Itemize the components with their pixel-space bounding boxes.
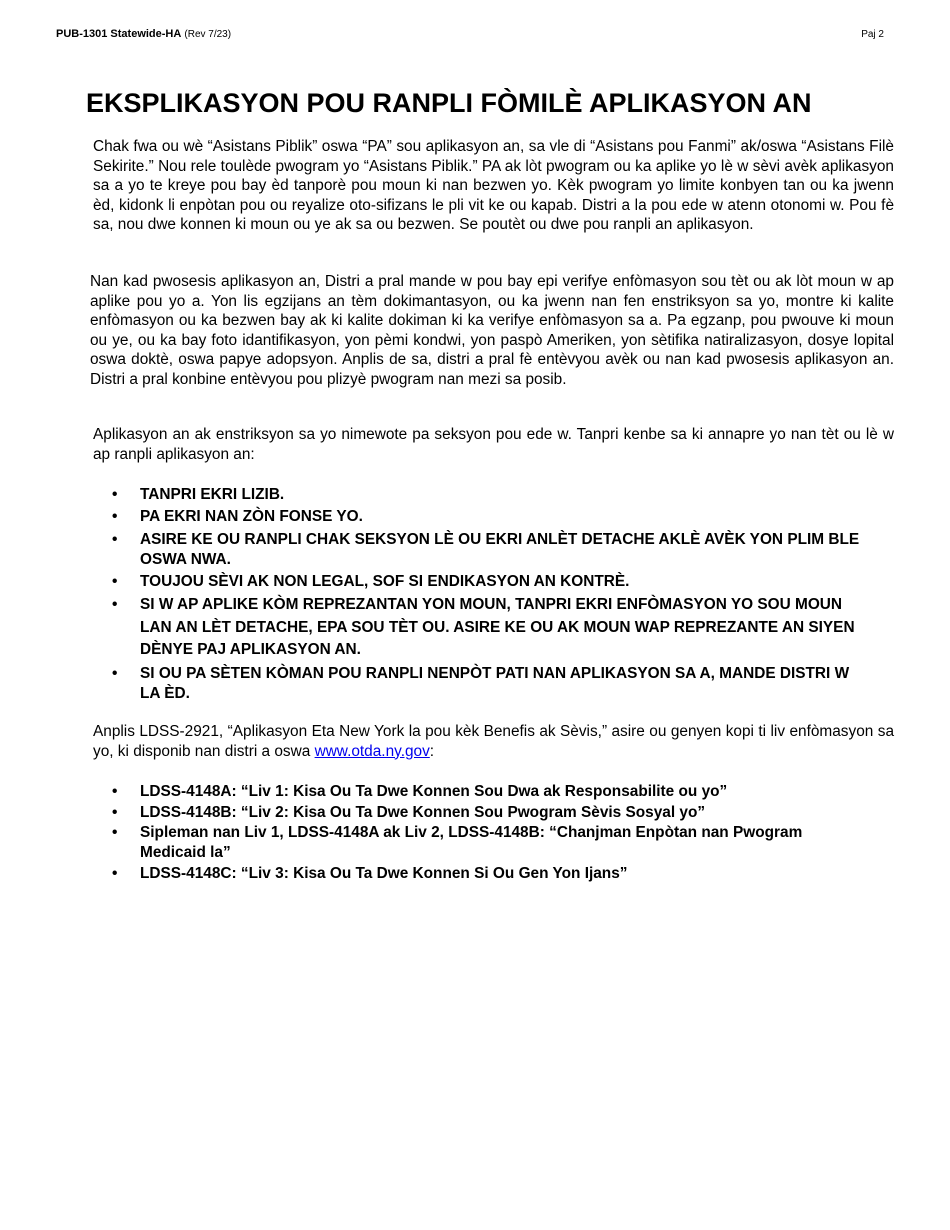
booklets-paragraph [93,722,894,761]
document-id [56,28,231,40]
booklets-text-end: : [429,742,435,760]
list-item: • Sipleman nan Liv 1, LDSS-4148A ak Liv 2, LDSS-4148B: “Chanjman Enpòtan nan Pwogram Medicaid la” [110,823,870,863]
form-number: PUB-1301 Statewide-HA [56,28,182,40]
list-item: • PA EKRI NAN ZÒN FONSE YO. [110,507,870,527]
intro-paragraph: Chak fwa ou wè “Asistans Piblik” oswa “PA” sou aplikasyon an, sa vle di “Asistans pou Fanmi” ak/oswa “Asistans Filè Sekirite.” Nou rele toulède pwogram yo “Asistans Piblik.” PA ak lòt pwogram ou ka aplike yo lè w sèvi avèk aplikasyon sa a yo te kreye pou bay èd tanporè pou moun ki nan bezwen yo. Kèk pwogram yo limite konbyen tan ou ka jwenn èd, kidonk li enpòtan pou ou reyalize oto-sifizans le pli vit ke ou kapab. Distri a la pou ede w atenn otonomi w. Pou fè sa, nou dwe konnen ki moun ou ye ak sa ou bezwen. Se poutèt ou dwe pou ranpli an aplikasyon. [93,138,894,233]
process-paragraph: Nan kad pwosesis aplikasyon an, Distri a pral mande w pou bay epi verifye enfòmasyon sou tèt ou ak lòt moun w ap aplike pou yo a. Yon lis egzijans an tèm dokimantasyon, ou ka jwenn nan fen enstriksyon sa yo, montre ki kalite enfòmasyon ou ka bezwen bay ak ki kalite dokiman ki ka verifye enfòmasyon sa a. Pa egzanp, pou pwouve ki moun ou ye, ou ka bay foto idantifikasyon, yon pèmi kondwi, yon paspò Ameriken, yon sètifika natiralizasyon, dosye lopital oswa doktè, oswa papye adopsyon. Anplis de sa, distri a pral fè entèvyou avèk ou nan kad pwosesis aplikasyon an. Distri a pral konbine entèvyou pou plizyè pwogram nan mezi sa posib. [90,273,894,388]
list-item: • SI W AP APLIKE KÒM REPREZANTAN YON MOUN, TANPRI EKRI ENFÒMASYON YO SOU MOUN LAN AN LÈT DETACHE, EPA SOU TÈT OU. ASIRE KE OU AK MOUN WAP REPREZANTE AN SIYEN DÈNYE PAJ APLIKASYON AN. [110,594,870,662]
booklets-list [110,782,870,884]
list-item: • ASIRE KE OU RANPLI CHAK SEKSYON LÈ OU EKRI ANLÈT DETACHE AKLÈ AVÈK YON PLIM BLE OSWA NWA. [110,530,870,570]
revision-date: (Rev 7/23) [184,29,232,40]
instructions-intro: Aplikasyon an ak enstriksyon sa yo nimewote pa seksyon pou ede w. Tanpri kenbe sa ki annapre yo nan tèt ou lè w ap ranpli aplikasyon an: [93,426,894,463]
list-item: • LDSS-4148A: “Liv 1: Kisa Ou Ta Dwe Konnen Sou Dwa ak Responsabilite ou yo” [110,782,870,802]
instructions-list [110,485,870,707]
list-item: • SI OU PA SÈTEN KÒMAN POU RANPLI NENPÒT PATI NAN APLIKASYON SA A, MANDE DISTRI W LA ÈD. [110,664,870,704]
page-title: EKSPLIKASYON POU RANPLI FÒMILÈ APLIKASYON AN [86,88,812,118]
list-item: • LDSS-4148C: “Liv 3: Kisa Ou Ta Dwe Konnen Si Ou Gen Yon Ijans” [110,864,870,884]
list-item: • TANPRI EKRI LIZIB. [110,485,870,505]
booklets-text: Anplis LDSS-2921, “Aplikasyon Eta New York la pou kèk Benefis ak Sèvis,” asire ou genyen kopi ti liv enfòmasyon sa yo, ki disponib nan distri a oswa [93,723,894,760]
otda-website-link[interactable]: www.otda.ny.gov [314,742,430,760]
list-item: • TOUJOU SÈVI AK NON LEGAL, SOF SI ENDIKASYON AN KONTRÈ. [110,572,870,592]
page-number: Paj 2 [861,29,884,40]
list-item: • LDSS-4148B: “Liv 2: Kisa Ou Ta Dwe Konnen Sou Pwogram Sèvis Sosyal yo” [110,803,870,823]
